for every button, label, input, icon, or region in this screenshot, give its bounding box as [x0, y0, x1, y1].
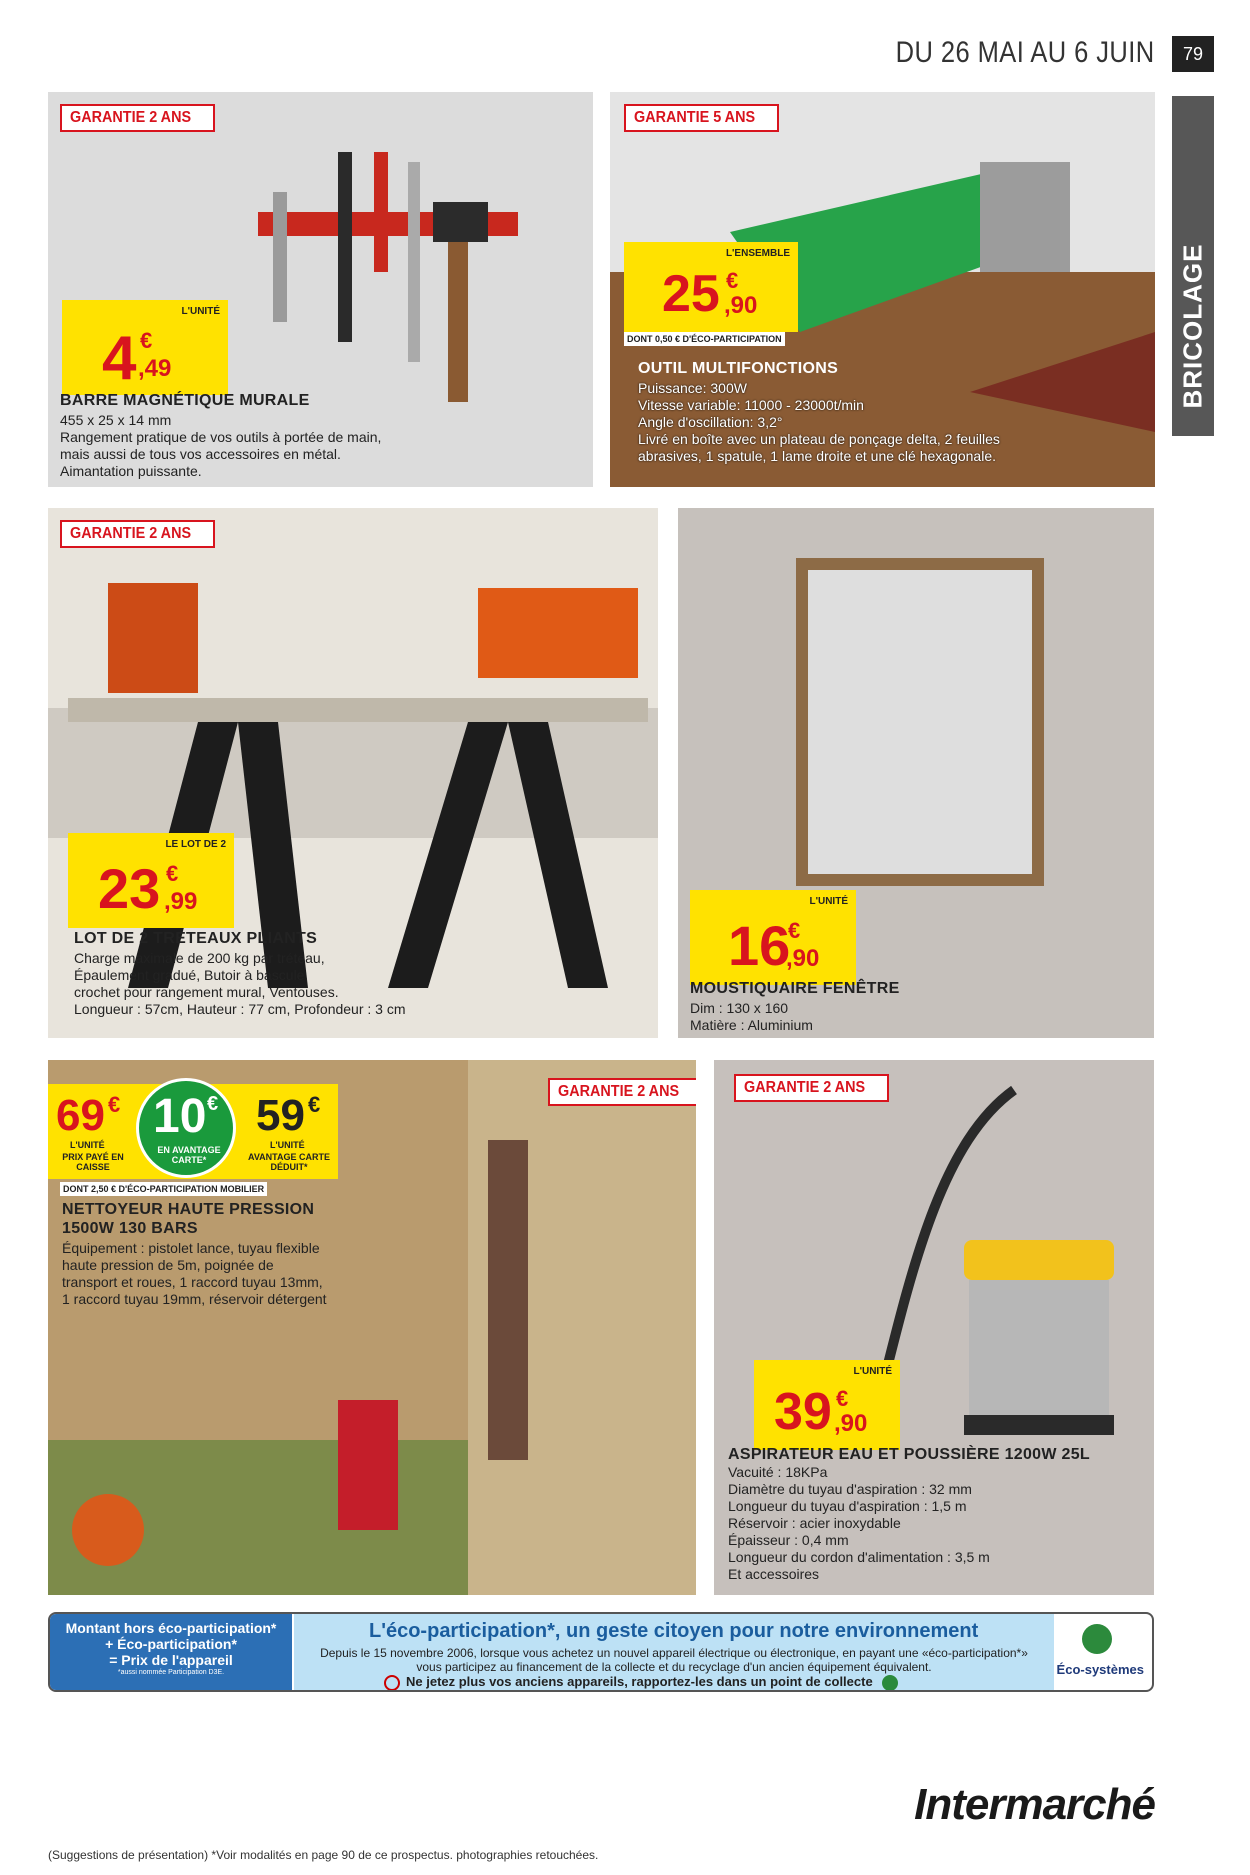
moustiquaire-desc-line: Dim : 130 x 160: [690, 1000, 789, 1016]
outil-price-cents: ,90: [724, 292, 758, 319]
moustiquaire-price-cents: ,90: [786, 945, 820, 972]
treteaux-desc-line: Épaulement gradué, Butoir à bascule,: [74, 967, 309, 983]
nettoyeur-desc-line: haute pression de 5m, poignée de: [62, 1257, 274, 1273]
eco-formula-line: Montant hors éco-participation*: [65, 1620, 277, 1636]
outil-eco-participation: DONT 0,50 € D'ÉCO-PARTICIPATION: [624, 332, 785, 346]
barre-price-label: L'UNITÉ: [181, 306, 220, 317]
product-aspirateur-panel: [714, 1060, 1154, 1595]
product-moustiquaire-panel: [678, 508, 1154, 1038]
aspirateur-price-tag: [754, 1360, 900, 1450]
eco-message-box: [294, 1614, 1054, 1690]
eco-warning-text: Ne jetez plus vos anciens appareils, rapportez-les dans un point de collecte: [406, 1674, 873, 1689]
barre-price-tag: [62, 300, 228, 395]
no-bin-icon: [384, 1675, 400, 1691]
nettoyeur-price3-sub: AVANTAGE CARTE DÉDUIT*: [248, 1152, 330, 1172]
moustiquaire-price-label: L'UNITÉ: [809, 896, 848, 907]
brand-logo: Intermarché: [914, 1780, 1155, 1829]
outil-guarantee-badge: GARANTIE 5 ANS: [624, 104, 779, 132]
nettoyeur-price2-currency: €: [207, 1093, 219, 1115]
outil-price-tag: [624, 242, 798, 332]
aspirateur-price-currency: €: [836, 1386, 849, 1411]
nettoyeur-desc-line: Équipement : pistolet lance, tuyau flexible: [62, 1240, 320, 1256]
barre-desc-line: 455 x 25 x 14 mm: [60, 412, 172, 428]
barre-guarantee-badge: GARANTIE 2 ANS: [60, 104, 215, 132]
nettoyeur-price1-sub: PRIX PAYÉ EN CAISSE: [62, 1152, 124, 1172]
nettoyeur-title-line: 1500W 130 BARS: [62, 1220, 198, 1237]
outil-price-int: 25: [662, 265, 720, 323]
eco-systemes-logo-icon: [1082, 1624, 1112, 1654]
barre-price-cents: ,49: [138, 355, 172, 382]
treteaux-description: [74, 950, 406, 1018]
outil-desc-line: Livré en boîte avec un plateau de ponçage delta, 2 feuilles: [638, 431, 1000, 447]
barre-description: [60, 412, 381, 480]
nettoyeur-price-strip: [48, 1084, 338, 1179]
nettoyeur-title: [62, 1200, 314, 1238]
aspirateur-desc-line: Longueur du cordon d'alimentation : 3,5 m: [728, 1549, 990, 1565]
eco-headline: L'éco-participation*, un geste citoyen pour notre environnement: [369, 1620, 979, 1642]
aspirateur-desc-line: Et accessoires: [728, 1566, 820, 1582]
treteaux-desc-line: Longueur : 57cm, Hauteur : 77 cm, Profondeur : 3 cm: [74, 1001, 406, 1017]
moustiquaire-desc-line: Matière : Aluminium: [690, 1017, 813, 1033]
nettoyeur-price3: 59: [256, 1091, 305, 1140]
eco-formula-line: + Éco-participation*: [105, 1636, 237, 1652]
aspirateur-price-cents: ,90: [834, 1410, 868, 1437]
nettoyeur-price1-label: L'UNITÉ: [70, 1140, 105, 1150]
treteaux-title: LOT DE 2 TRETEAUX PLIANTS: [74, 930, 318, 947]
eco-warning: [384, 1674, 898, 1691]
treteaux-guarantee-badge: GARANTIE 2 ANS: [60, 520, 215, 548]
nettoyeur-desc-line: transport et roues, 1 raccord tuyau 13mm,: [62, 1274, 323, 1290]
category-tab: [1172, 96, 1214, 436]
eco-systemes-logo: Éco-systèmes: [1056, 1662, 1144, 1677]
aspirateur-title: ASPIRATEUR EAU ET POUSSIÈRE 1200W 25L: [728, 1446, 1090, 1463]
nettoyeur-eco-participation: DONT 2,50 € D'ÉCO-PARTICIPATION MOBILIER: [60, 1182, 267, 1196]
nettoyeur-price2: 10: [153, 1090, 207, 1143]
outil-desc-line: Angle d'oscillation: 3,2°: [638, 414, 783, 430]
outil-desc-line: Puissance: 300W: [638, 380, 747, 396]
barre-desc-line: mais aussi de tous vos accessoires en métal.: [60, 446, 341, 462]
treteaux-desc-line: crochet pour rangement mural, Ventouses.: [74, 984, 339, 1000]
product-treteaux-panel: [48, 508, 658, 1038]
aspirateur-price-label: L'UNITÉ: [853, 1366, 892, 1377]
treteaux-price-int: 23: [98, 857, 161, 920]
eco-body-text: Depuis le 15 novembre 2006, lorsque vous achetez un nouvel appareil électrique ou électronique, en payant une «éco-participation*» vous participez au financement de la collecte et du recyclage d'un ancien équipement équivalent.: [320, 1646, 1028, 1674]
aspirateur-guarantee-badge: GARANTIE 2 ANS: [734, 1074, 889, 1102]
moustiquaire-price-currency: €: [788, 918, 801, 943]
nettoyeur-description: [62, 1240, 327, 1308]
date-range: DU 26 MAI AU 6 JUIN: [896, 36, 1155, 69]
barre-price-currency: €: [140, 328, 153, 353]
nettoyeur-title-line: NETTOYEUR HAUTE PRESSION: [62, 1201, 315, 1218]
barre-price-int: 4: [102, 324, 137, 393]
aspirateur-desc-line: Réservoir : acier inoxydable: [728, 1515, 901, 1531]
outil-desc-line: Vitesse variable: 11000 - 23000t/min: [638, 397, 864, 413]
barre-desc-line: Aimantation puissante.: [60, 463, 202, 479]
product-barre-panel: [48, 92, 593, 487]
nettoyeur-price1-currency: €: [108, 1092, 121, 1117]
eco-formula-note: *aussi nommée Participation D3E.: [117, 1669, 225, 1676]
product-nettoyeur-panel: [48, 1060, 696, 1595]
nettoyeur-card-circle: [136, 1078, 236, 1178]
aspirateur-desc-line: Épaisseur : 0,4 mm: [728, 1532, 849, 1548]
eco-formula-line: = Prix de l'appareil: [109, 1652, 233, 1668]
nettoyeur-desc-line: 1 raccord tuyau 19mm, réservoir détergent: [62, 1291, 327, 1307]
aspirateur-description: [728, 1464, 990, 1583]
aspirateur-desc-line: Longueur du tuyau d'aspiration : 1,5 m: [728, 1498, 967, 1514]
nettoyeur-price1: 69: [56, 1091, 105, 1140]
eco-formula-box: [50, 1614, 292, 1690]
aspirateur-desc-line: Vacuité : 18KPa: [728, 1464, 828, 1480]
outil-desc-line: abrasives, 1 spatule, 1 lame droite et une clé hexagonale.: [638, 448, 997, 464]
barre-title: BARRE MAGNÉTIQUE MURALE: [60, 392, 310, 409]
nettoyeur-price3-label: L'UNITÉ: [270, 1140, 305, 1150]
treteaux-price-cents: ,99: [164, 888, 198, 915]
outil-description: [638, 380, 1000, 465]
nettoyeur-guarantee-badge: GARANTIE 2 ANS: [548, 1078, 696, 1106]
category-label: BRICOLAGE: [1177, 243, 1208, 409]
treteaux-price-label: LE LOT DE 2: [165, 839, 226, 850]
recycle-icon: [882, 1675, 898, 1691]
moustiquaire-description: [690, 1000, 813, 1034]
outil-title: OUTIL MULTIFONCTIONS: [638, 360, 839, 377]
product-outil-panel: [610, 92, 1155, 487]
barre-desc-line: Rangement pratique de vos outils à portée de main,: [60, 429, 382, 445]
footer-note: (Suggestions de présentation) *Voir modalités en page 90 de ce prospectus. photographies retouchées.: [48, 1848, 599, 1862]
nettoyeur-price3-currency: €: [308, 1092, 321, 1117]
outil-price-currency: €: [726, 268, 739, 293]
outil-price-label: L'ENSEMBLE: [725, 248, 790, 259]
treteaux-price-tag: [68, 833, 234, 928]
moustiquaire-title: MOUSTIQUAIRE FENÊTRE: [690, 980, 900, 997]
eco-participation-banner: [48, 1612, 1154, 1692]
moustiquaire-price-int: 16: [728, 914, 791, 977]
aspirateur-price-int: 39: [774, 1383, 832, 1441]
treteaux-price-currency: €: [166, 861, 179, 886]
nettoyeur-price2-sub: EN AVANTAGE CARTE*: [157, 1145, 221, 1165]
treteaux-desc-line: Charge maximale de 200 kg par tréteau,: [74, 950, 325, 966]
page-number: 79: [1172, 36, 1214, 72]
moustiquaire-price-tag: [690, 890, 856, 985]
aspirateur-desc-line: Diamètre du tuyau d'aspiration : 32 mm: [728, 1481, 972, 1497]
